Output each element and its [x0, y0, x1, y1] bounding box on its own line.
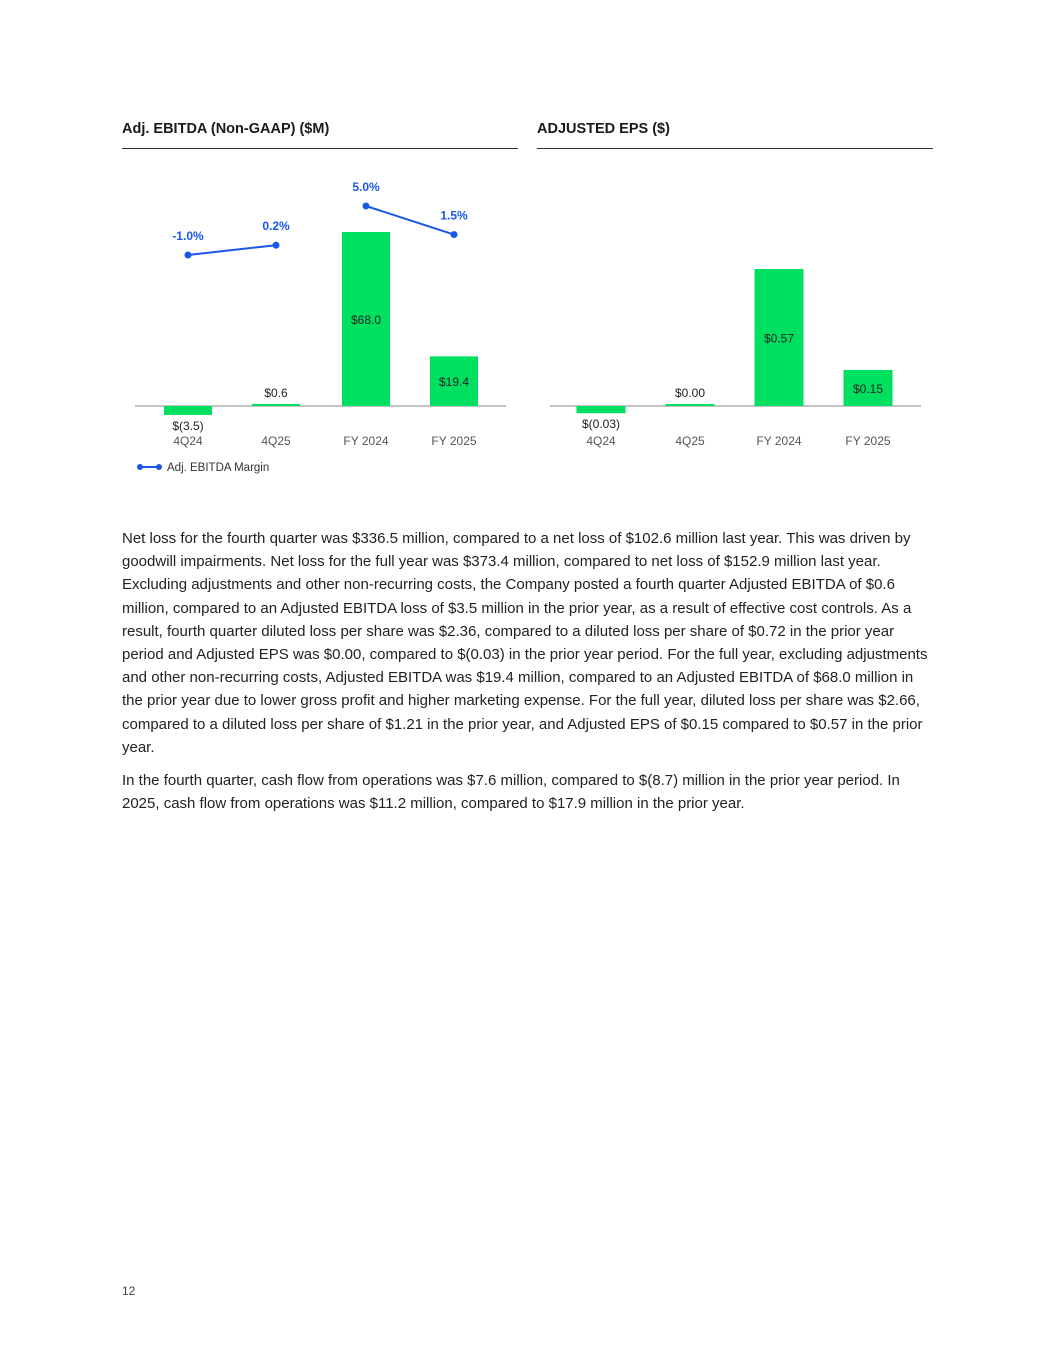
margin-point	[363, 203, 370, 210]
eps-title-rule	[537, 148, 933, 149]
ebitda-title-rule	[122, 148, 518, 149]
value-label: $68.0	[350, 313, 382, 327]
paragraph-cash-flow: In the fourth quarter, cash flow from operations was $7.6 million, compared to $(8.7) million in the prior year period. In 2025, cash flow from operations was $11.2 million, compared to $17.9 million in the prior year.	[122, 772, 900, 813]
legend-label: Adj. EBITDA Margin	[167, 462, 270, 474]
bar-4q24	[164, 406, 212, 415]
category-label: 4Q25	[261, 434, 291, 448]
legend-marker-end	[156, 464, 162, 470]
margin-label: 0.2%	[262, 219, 290, 234]
margin-line-segment	[188, 245, 276, 255]
margin-point	[185, 252, 192, 259]
bar-4q25	[666, 404, 715, 406]
category-label: FY 2025	[431, 434, 477, 448]
value-label: $0.6	[264, 386, 288, 400]
margin-point	[451, 231, 458, 238]
page-number: 12	[122, 1284, 136, 1298]
value-label: $0.15	[852, 381, 884, 396]
category-label: 4Q25	[675, 434, 705, 448]
margin-point	[273, 242, 280, 249]
margin-label: 1.5%	[440, 208, 468, 223]
value-label: $0.57	[763, 331, 795, 346]
legend-marker-start	[137, 464, 143, 470]
category-label: FY 2024	[343, 434, 389, 448]
body-text	[122, 527, 934, 825]
paragraph-net-loss: Net loss for the fourth quarter was $336.5 million, compared to a net loss of $102.6 million last year. This was driven by goodwill impairments. Net loss for the full year was $373.4 million, compared to net loss of $152.9 million last year. Excluding adjustments and other non-recurring costs, the Company posted a fourth quarter Adjusted EBITDA of $0.6 million, compared to an Adjusted EBITDA loss of $3.5 million in the prior year, as a result of effective cost controls. As a result, fourth quarter diluted loss per share was $2.36, compared to a diluted loss per share of $0.72 in the prior year period and Adjusted EPS was $0.00, compared to $(0.03) in the prior year period. For the full year, excluding adjustments and other non-recurring costs, Adjusted EBITDA was $19.4 million, compared to an Adjusted EBITDA of $68.0 million in the prior year due to lower gross profit and higher marketing expense. For the full year, diluted loss per share was $2.66, compared to a diluted loss per share of $1.21 in the prior year, and Adjusted EPS of $0.15 compared to $0.57 in the prior year.	[122, 530, 928, 756]
eps-chart-title: ADJUSTED EPS ($)	[537, 121, 670, 137]
bar-4q24	[577, 406, 626, 413]
value-label: $(0.03)	[581, 417, 621, 432]
category-label: FY 2024	[756, 434, 802, 448]
margin-label: -1.0%	[172, 229, 204, 243]
value-label: $0.00	[674, 386, 706, 400]
margin-label: 5.0%	[352, 180, 380, 194]
category-label: 4Q24	[173, 434, 203, 448]
eps-chart	[537, 150, 933, 490]
value-label: $19.4	[438, 375, 470, 390]
bar-4q25	[252, 404, 300, 406]
ebitda-chart	[122, 150, 518, 490]
category-label: FY 2025	[845, 434, 891, 448]
value-label: $(3.5)	[172, 418, 204, 433]
category-label: 4Q24	[586, 434, 616, 448]
ebitda-chart-title: Adj. EBITDA (Non-GAAP) ($M)	[122, 121, 330, 137]
